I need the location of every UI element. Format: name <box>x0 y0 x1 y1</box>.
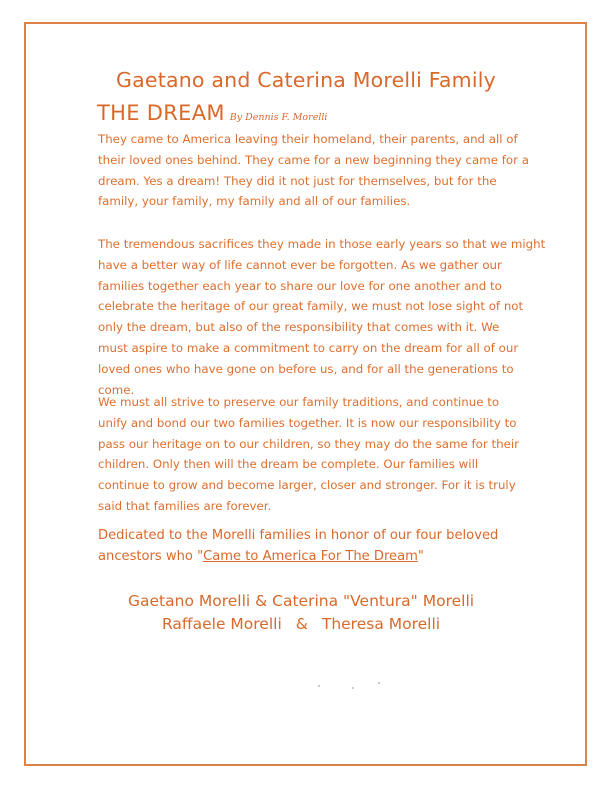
paragraph-line: come. <box>98 382 135 397</box>
dream-title: THE DREAM <box>97 101 225 125</box>
dream-heading <box>97 101 327 125</box>
dedication-line-2 <box>98 547 498 568</box>
dedication <box>98 526 498 567</box>
paragraph-line: celebrate the heritage of our great family, we must not lose sight of not <box>98 299 524 314</box>
ancestor-name: Raffaele Morelli <box>162 615 282 633</box>
paragraph-line: only the dream, but also of the responsibility that comes with it. We <box>98 320 500 335</box>
ancestor-name: Theresa Morelli <box>321 615 441 633</box>
paragraph-line: said that families are forever. <box>98 498 272 513</box>
paragraph-line: continue to grow and become larger, closer and stronger. For it is truly <box>98 478 516 493</box>
family-title: Gaetano and Caterina Morelli Family <box>116 68 496 92</box>
dedication-motto: Came to America For The Dream <box>203 548 418 564</box>
paragraph-1 <box>98 129 538 212</box>
paragraph-line: families together each year to share our love for one another and to <box>98 278 502 293</box>
ancestor-names-line-2 <box>162 612 440 636</box>
scan-speck <box>318 685 320 687</box>
paragraph-line: pass our heritage on to our children, so they may do the same for their <box>98 436 519 451</box>
paragraph-line: have a better way of life cannot ever be forgotten. As we gather our <box>98 257 502 272</box>
paragraph-line: loved ones who have gone on before us, and for all the generations to <box>98 361 514 376</box>
paragraph-line: children. Only then will the dream be complete. Our families will <box>98 457 479 472</box>
scan-speck <box>352 687 354 689</box>
paragraph-line: their loved ones behind. They came for a new beginning they came for a <box>98 152 529 167</box>
ampersand: & <box>295 615 308 633</box>
ancestor-names-line-1: Gaetano Morelli & Caterina "Ventura" Morelli <box>128 592 475 610</box>
dedication-prefix: ancestors who " <box>98 548 204 564</box>
paragraph-line: dream. Yes a dream! They did it not just for themselves, but for the <box>98 173 497 188</box>
byline: By Dennis F. Morelli <box>229 112 328 123</box>
paragraph-line: They came to America leaving their homeland, their parents, and all of <box>98 132 518 146</box>
paragraph-line: We must all strive to preserve our family traditions, and continue to <box>98 395 500 409</box>
paragraph-line: must aspire to make a commitment to carry on the dream for all of our <box>98 340 519 355</box>
dedication-line-1: Dedicated to the Morelli families in honor of our four beloved <box>98 528 499 543</box>
paragraph-line: family, your family, my family and all of our families. <box>98 194 411 209</box>
paragraph-2 <box>98 234 546 400</box>
scan-speck <box>378 682 380 684</box>
paragraph-3 <box>98 392 538 517</box>
paragraph-line: unify and bond our two families together. It is now our responsibility to <box>98 415 517 430</box>
dedication-suffix: " <box>417 548 424 564</box>
paragraph-line: The tremendous sacrifices they made in those early years so that we might <box>98 237 546 251</box>
